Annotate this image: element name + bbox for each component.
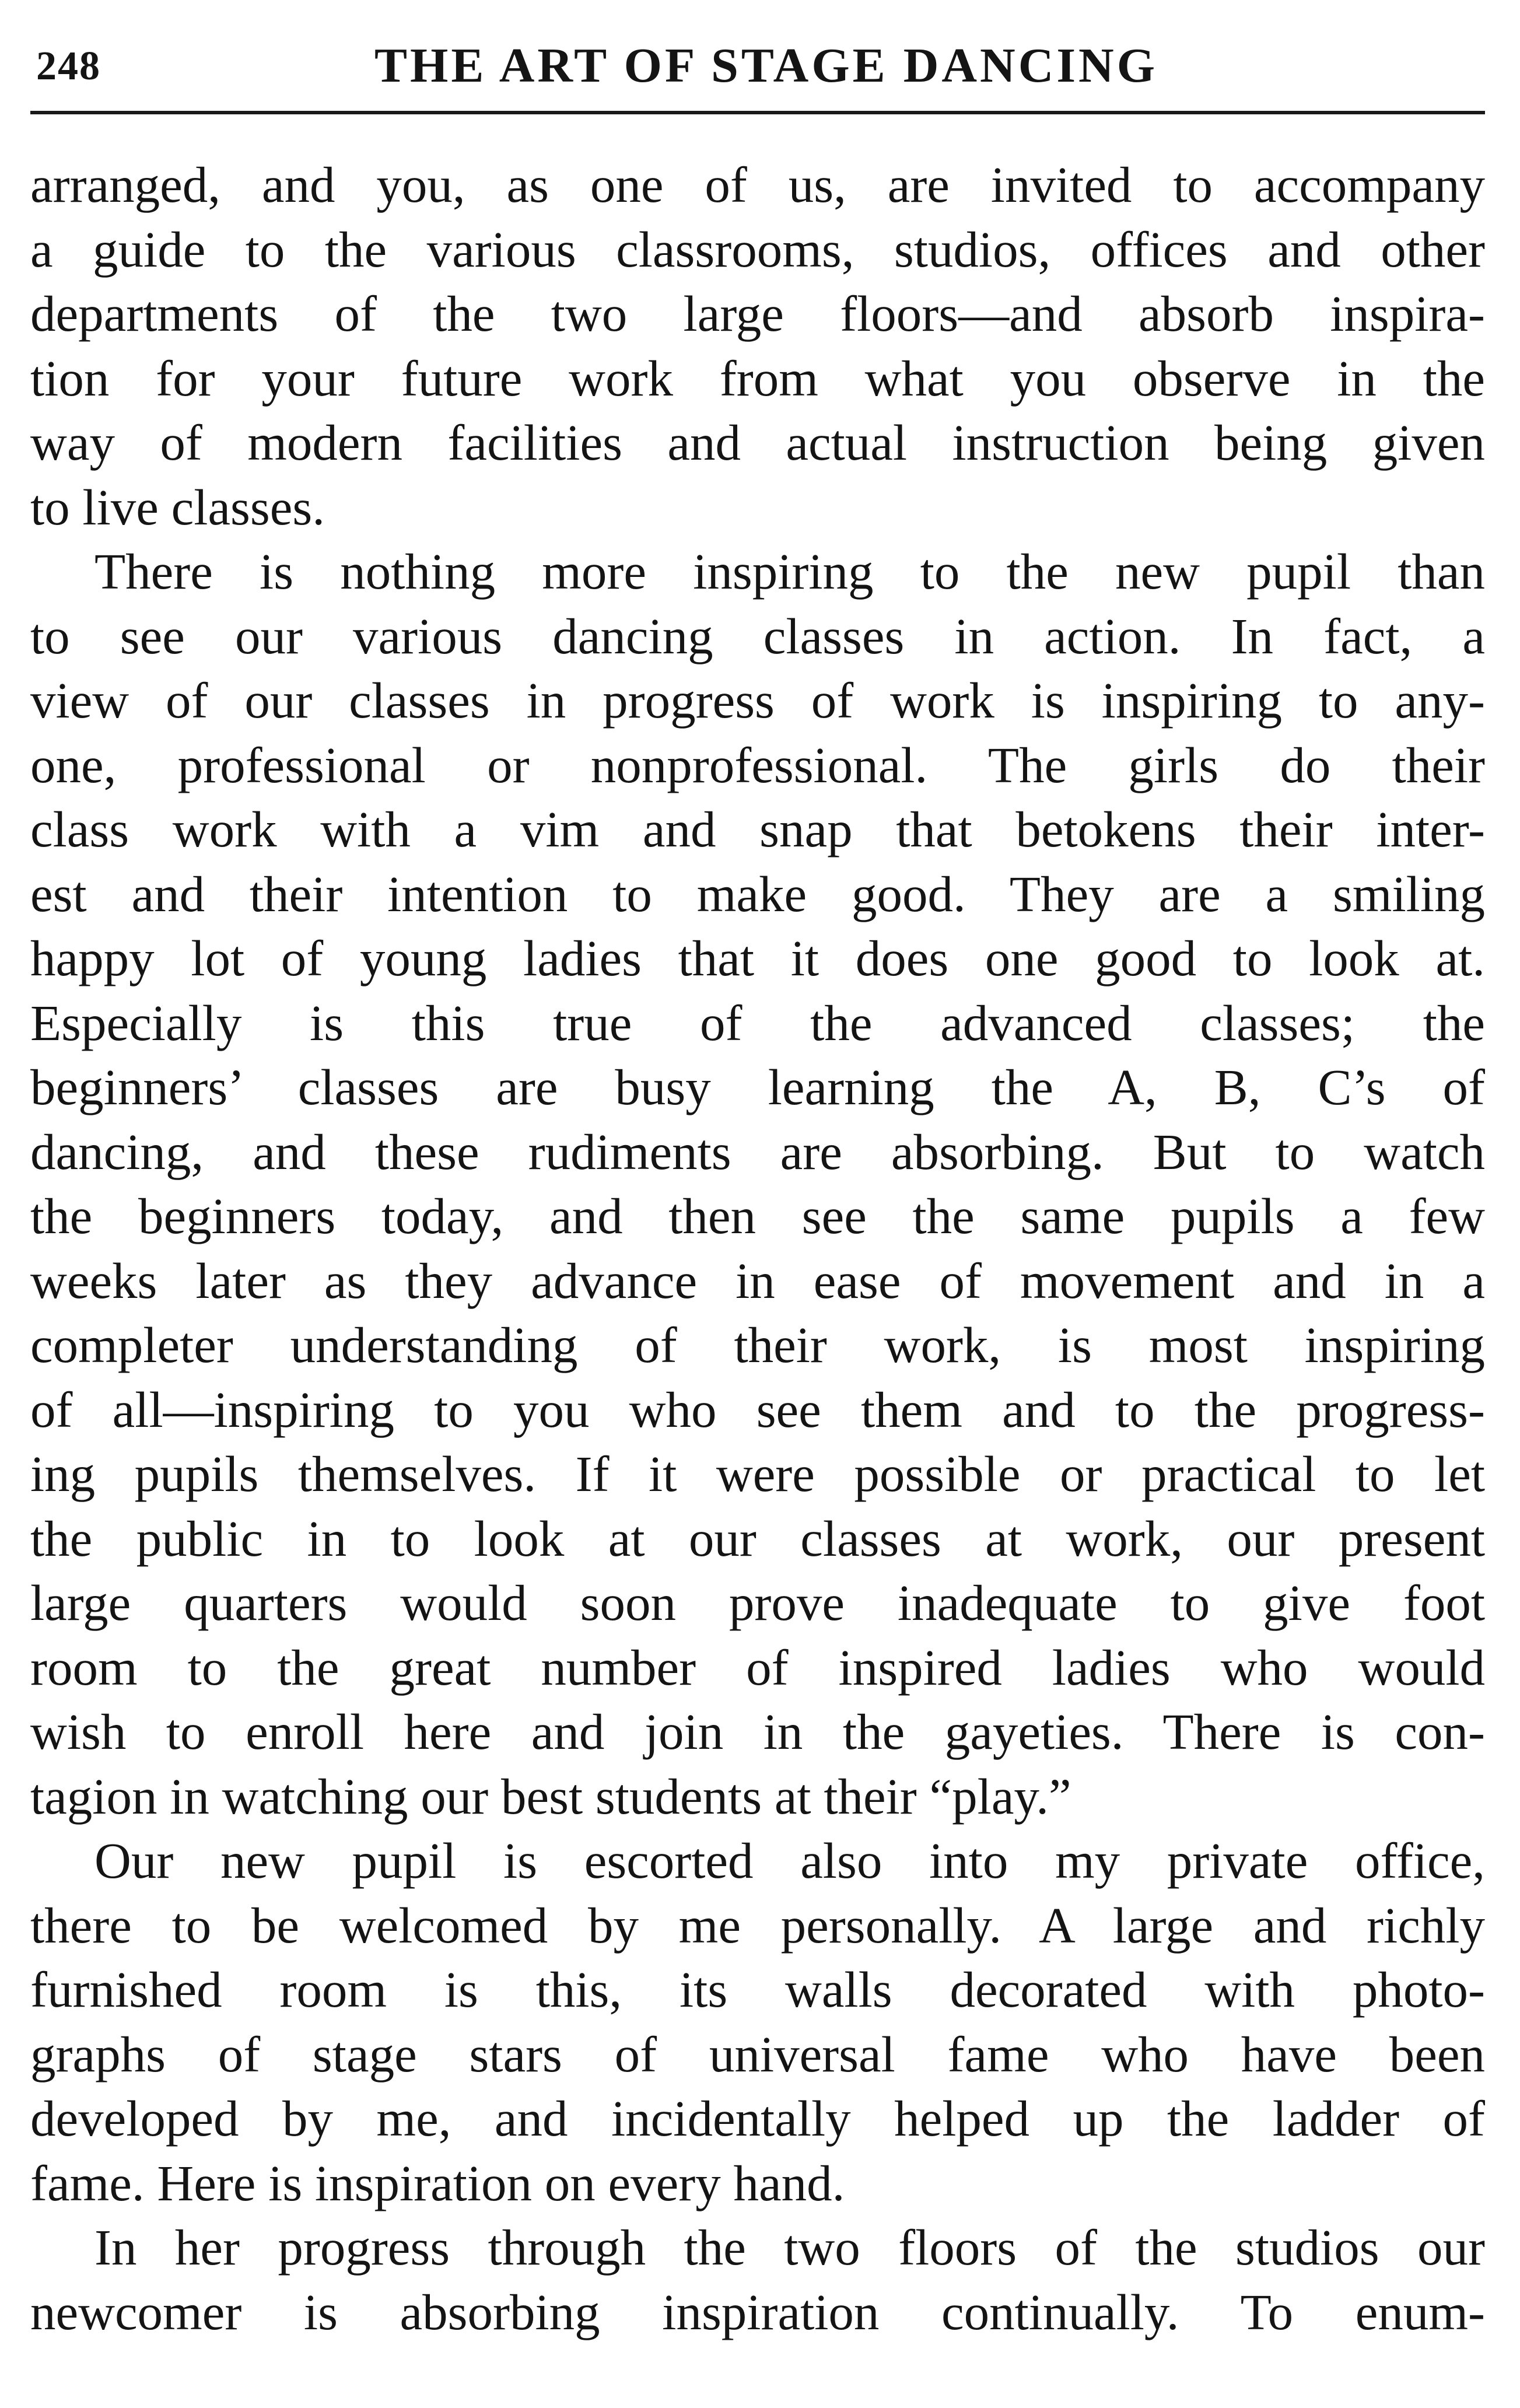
- text-line: ing pupils themselves. If it were possible or practical to let: [30, 1446, 1485, 1502]
- text-line: In her progress through the two floors of the studios our: [94, 2219, 1485, 2276]
- text-line: there to be welcomed by me personally. A large and richly: [30, 1896, 1485, 1954]
- text-line: furnished room is this, its walls decorated with photo-: [30, 1961, 1485, 2018]
- text-line: class work with a vim and snap that betokens their inter-: [30, 801, 1485, 858]
- text-line: departments of the two large floors—and absorb inspira-: [30, 285, 1485, 342]
- book-page: [30, 0, 1489, 2408]
- text-line: happy lot of young ladies that it does one good to look at.: [30, 930, 1485, 986]
- text-line: large quarters would soon prove inadequate to give foot: [30, 1574, 1485, 1631]
- text-line: est and their intention to make good. They are a smiling: [30, 865, 1485, 922]
- text-line: tagion in watching our best students at their “play.”: [30, 1768, 1071, 1825]
- page-number: 248: [36, 44, 101, 89]
- paragraph-1: [30, 153, 1485, 540]
- text-line: a guide to the various classrooms, studios, offices and other: [30, 220, 1485, 278]
- text-line: weeks later as they advance in ease of movement and in a: [30, 1252, 1485, 1309]
- text-line: one, professional or nonprofessional. The girls do their: [30, 736, 1485, 793]
- text-line: newcomer is absorbing inspiration continually. To enum-: [30, 2283, 1485, 2340]
- text-line: developed by me, and incidentally helped up the ladder of: [30, 2090, 1485, 2147]
- text-line: beginners’ classes are busy learning the A, B, C’s of: [30, 1059, 1485, 1115]
- text-line: to see our various dancing classes in action. In fact, a: [30, 607, 1485, 664]
- text-line: room to the great number of inspired ladies who would: [30, 1639, 1485, 1696]
- text-line: completer understanding of their work, is most inspiring: [30, 1317, 1485, 1373]
- text-line: Especially is this true of the advanced classes; the: [30, 994, 1485, 1051]
- text-line: the public in to look at our classes at work, our present: [30, 1510, 1485, 1567]
- paragraph-2: [30, 540, 1485, 1829]
- running-head: [30, 30, 1489, 100]
- text-line: tion for your future work from what you observe in the: [30, 349, 1485, 407]
- text-line: to live classes.: [30, 478, 325, 536]
- text-line: arranged, and you, as one of us, are invited to accompany: [30, 156, 1485, 213]
- text-line: of all—inspiring to you who see them and to the progress-: [30, 1381, 1485, 1438]
- text-line: dancing, and these rudiments are absorbing. But to watch: [30, 1123, 1485, 1180]
- text-line: the beginners today, and then see the same pupils a few: [30, 1188, 1485, 1244]
- text-line: wish to enroll here and join in the gayeties. There is con-: [30, 1703, 1485, 1760]
- running-title: THE ART OF STAGE DANCING: [374, 38, 1158, 93]
- body-text: [30, 153, 1485, 2344]
- text-line: There is nothing more inspiring to the new pupil than: [94, 543, 1485, 600]
- paragraph-4: [30, 2216, 1485, 2344]
- text-line: view of our classes in progress of work is inspiring to any-: [30, 672, 1485, 729]
- paragraph-3: [30, 1829, 1485, 2216]
- text-line: graphs of stage stars of universal fame who have been: [30, 2025, 1485, 2082]
- header-rule: [30, 111, 1485, 114]
- text-line: Our new pupil is escorted also into my private office,: [94, 1832, 1485, 1889]
- text-line: fame. Here is inspiration on every hand.: [30, 2154, 845, 2211]
- text-line: way of modern facilities and actual instruction being given: [30, 414, 1485, 471]
